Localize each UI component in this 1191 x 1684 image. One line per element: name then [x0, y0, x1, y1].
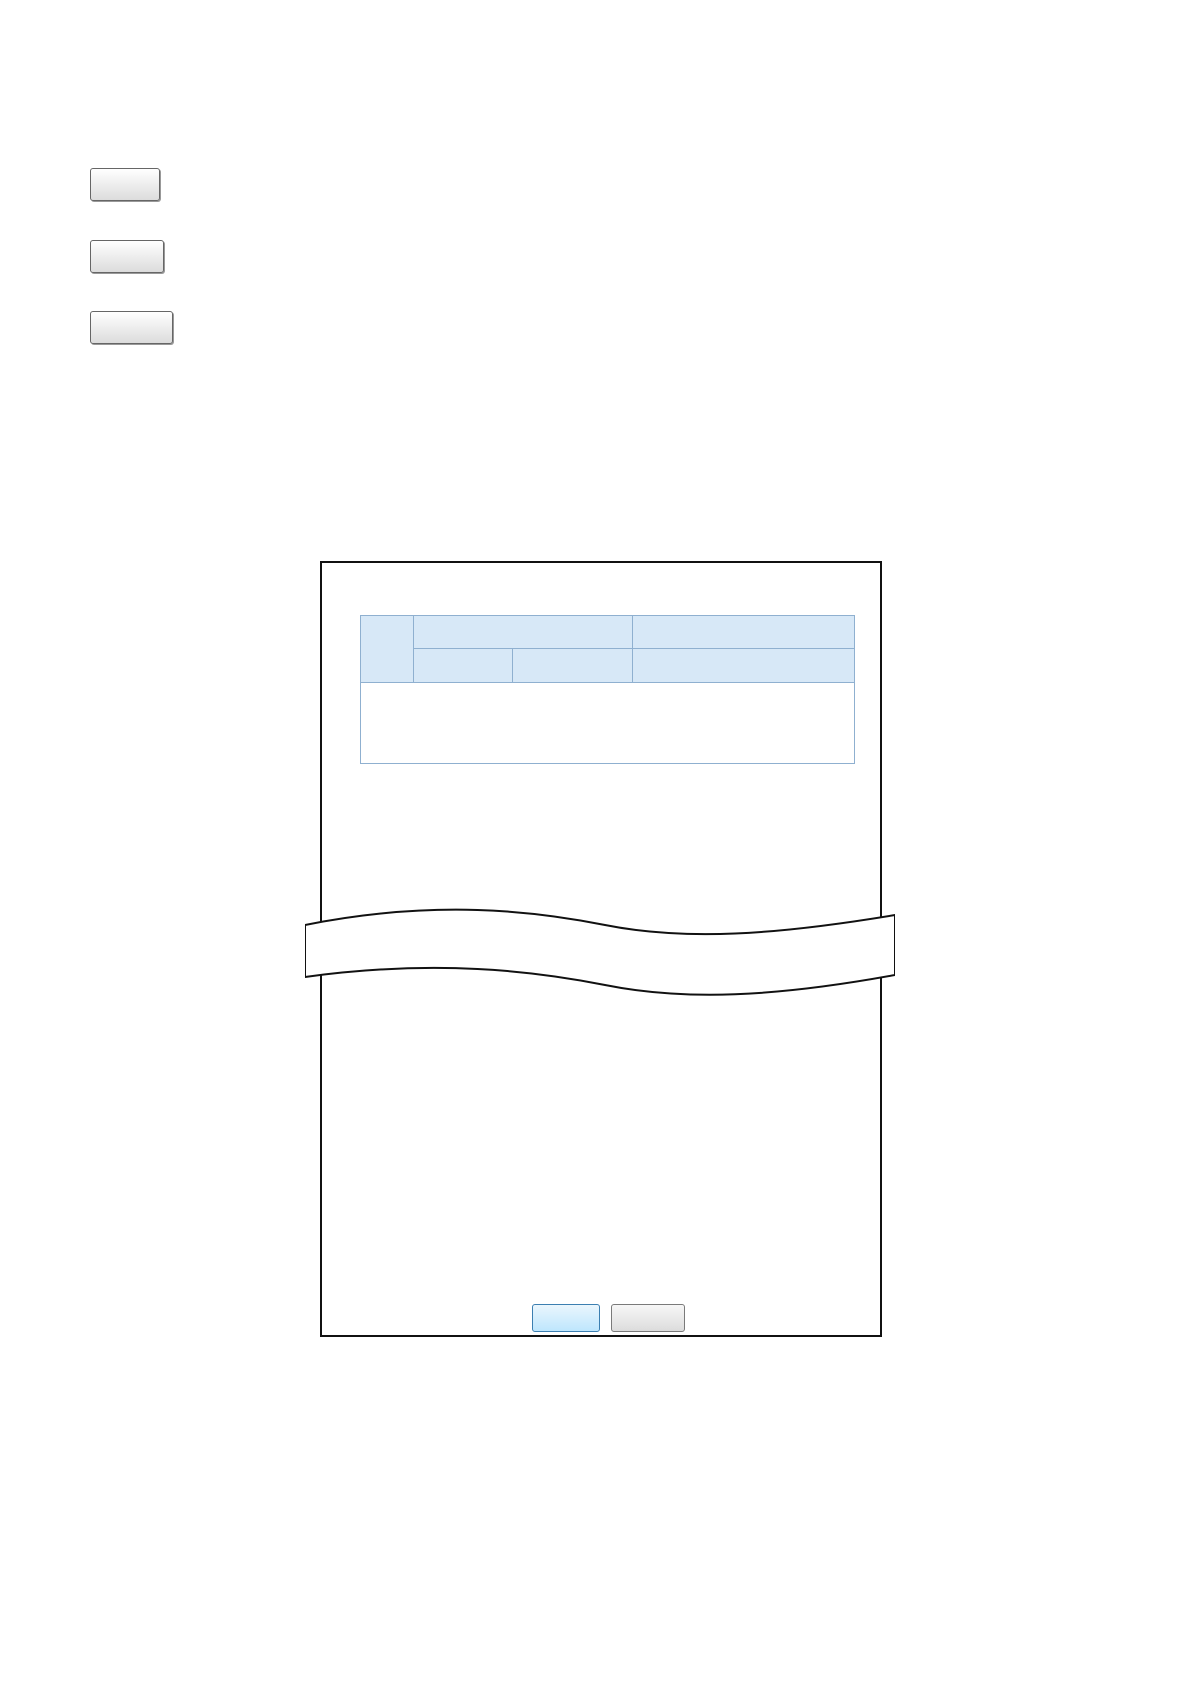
manual-reset-button[interactable] [90, 240, 164, 273]
manual-cancel-button[interactable] [90, 311, 173, 344]
manual-save-button[interactable] [90, 168, 160, 201]
save-button[interactable] [532, 1304, 600, 1332]
table-truncation [361, 683, 854, 763]
header-port [361, 616, 413, 682]
header-translate [413, 649, 512, 682]
dscp-table [360, 615, 855, 764]
table-header [361, 616, 854, 683]
header-classify [512, 649, 632, 682]
reset-button[interactable] [611, 1304, 685, 1332]
header-egress [632, 616, 854, 648]
header-rewrite [632, 649, 854, 682]
header-ingress [413, 616, 632, 648]
torn-break-graphic [305, 905, 895, 1005]
